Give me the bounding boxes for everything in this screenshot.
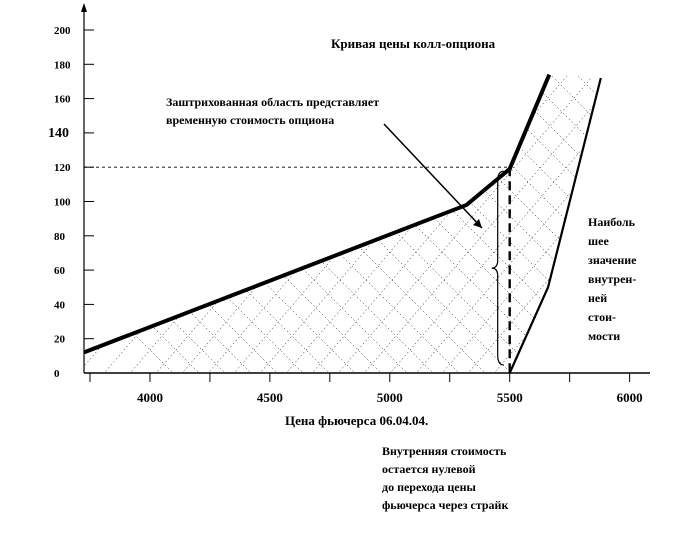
y-tick-label: 80: [54, 230, 65, 243]
x-tick-label: 5000: [376, 390, 403, 405]
y-axis-arrow: [81, 3, 87, 12]
annotation-line: значение: [588, 253, 637, 267]
y-axis-ticks: [48, 25, 94, 380]
x-axis-ticks: [90, 373, 643, 405]
annotation-time-value: [166, 95, 379, 127]
annotation-line: Наиболь: [588, 215, 636, 229]
x-tick-label: 6000: [616, 390, 643, 405]
annotation-line: временную стоимость опциона: [166, 113, 335, 127]
annotation-line: Заштрихованная область представляет: [166, 95, 380, 109]
x-axis-label: Цена фьючерса 06.04.04.: [285, 413, 429, 428]
annotation-line: шее: [588, 234, 609, 248]
annotation-line: до перехода цены: [382, 480, 476, 494]
y-tick-label: 180: [54, 59, 71, 72]
annotation-line: фьючерса через страйк: [382, 498, 509, 512]
annotation-intrinsic-zero: [382, 444, 508, 512]
chart-title: Кривая цены колл-опциона: [331, 36, 496, 51]
x-tick-label: 4500: [256, 390, 283, 405]
annotation-line: стои-: [588, 310, 616, 324]
y-tick-label: 120: [54, 162, 71, 175]
y-tick-label: 60: [54, 265, 65, 278]
annotation-line: ней: [588, 291, 608, 305]
y-tick-label: 140: [48, 125, 69, 141]
y-tick-label: 200: [54, 25, 71, 37]
y-tick-label: 0: [54, 368, 60, 380]
pointer-arrow: [384, 124, 482, 228]
x-tick-label: 4000: [136, 390, 163, 405]
y-tick-label: 40: [54, 299, 65, 312]
curly-brace: [492, 171, 504, 365]
annotation-max-value: [588, 215, 637, 343]
y-tick-label: 160: [54, 93, 71, 106]
x-tick-label: 5500: [496, 390, 523, 405]
annotation-line: Внутренняя стоимость: [382, 444, 507, 458]
annotation-line: остается нулевой: [382, 462, 476, 476]
y-tick-label: 20: [54, 333, 65, 346]
annotation-line: внутрен-: [588, 272, 637, 286]
annotation-line: мости: [588, 329, 621, 343]
y-tick-label: 100: [54, 196, 71, 209]
